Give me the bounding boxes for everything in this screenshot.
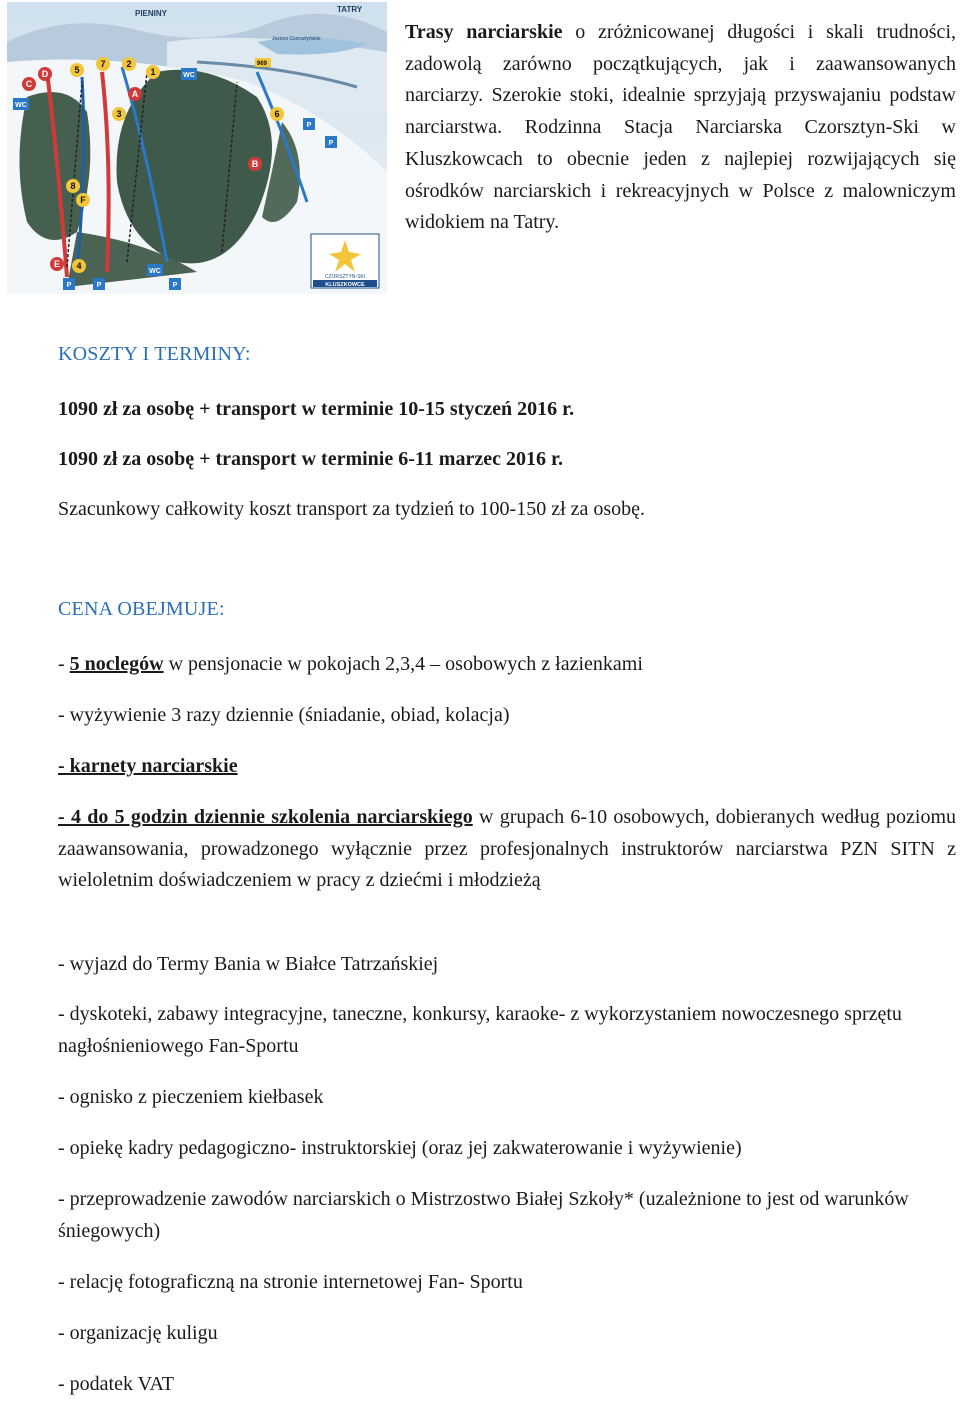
parking-icon: P [328, 140, 334, 147]
wc-icon: WC [15, 102, 27, 109]
map-label-road: 969 [257, 61, 268, 67]
costs-heading: KOSZTY I TERMINY: [58, 343, 251, 365]
included-item-thermal-baths: - wyjazd do Termy Bania w Białce Tatrzańskiej [58, 953, 439, 975]
included-item-supervision: - opiekę kadry pedagogiczno- instruktorskiej (oraz jej zakwaterowanie i wyżywienie) [58, 1137, 742, 1159]
lift-marker: 5 [74, 65, 80, 75]
logo-text-top: CZORSZTYN-SKI [324, 274, 366, 280]
item-dash: - [58, 653, 70, 675]
included-item-ski-passes: - karnety narciarskie [58, 755, 238, 777]
parking-icon: P [96, 282, 102, 289]
item-highlight: - 4 do 5 godzin dziennie szkolenia narciarskiego [58, 806, 473, 828]
included-item-ski-lessons [58, 802, 956, 897]
lift-marker: 3 [116, 109, 122, 119]
included-item-vat: - podatek VAT [58, 1373, 174, 1395]
term-2: 1090 zł za osobę + transport w terminie 6-11 marzec 2016 r. [58, 448, 563, 470]
parking-icon: P [306, 122, 312, 129]
map-label-pieniny: PIENINY [135, 9, 168, 18]
intro-paragraph [405, 17, 956, 239]
included-item-ski-competition: - przeprowadzenie zawodów narciarskich o Mistrzostwo Białej Szkoły* (uzależnione to jest od warunków śniegowych) [58, 1188, 909, 1242]
parking-icon: P [66, 282, 72, 289]
item-text: w pensjonacie w pokojach 2,3,4 – osobowych z łazienkami [163, 653, 643, 675]
wc-icon: WC [183, 72, 195, 79]
parking-icon: P [172, 282, 178, 289]
intro-text: o zróżnicowanej długości i skali trudności, zadowolą zarówno początkujących, jak i zaawansowanych narciarzy. Szerokie stoki, idealnie sprzyjają przyswajaniu podstaw narciarstwa. Rodzinna Stacja Narciarska Czorsztyn-Ski w Kluszkowcach to obecnie jeden z najlepiej rozwijających się ośrodków narciarskich i rekreacyjnych w Polsce z malowniczym widokiem na Tatry. [405, 21, 956, 234]
transport-cost-note: Szacunkowy całkowity koszt transport za tydzień to 100-150 zł za osobę. [58, 498, 646, 520]
item-highlight: 5 noclegów [69, 653, 164, 675]
lift-marker: 8 [70, 181, 76, 191]
lift-marker: 1 [150, 67, 156, 77]
lift-marker: 2 [126, 59, 132, 69]
includes-heading: CENA OBEJMUJE: [58, 598, 225, 620]
intro-lead: Trasy narciarskie [405, 21, 563, 43]
logo-text-bottom: KLUSZKOWCE [325, 282, 365, 288]
lift-marker: E [53, 259, 61, 269]
resort-logo [311, 234, 379, 288]
lift-marker: 4 [76, 261, 82, 271]
map-label-tatry: TATRY [337, 5, 363, 14]
lift-marker: F [80, 195, 86, 205]
lift-marker: A [131, 89, 139, 99]
included-item-accommodation [58, 649, 956, 681]
included-item-discos: - dyskoteki, zabawy integracyjne, taneczne, konkursy, karaoke- z wykorzystaniem nowoczesnego sprzętu nagłośnieniowego Fan-Sportu [58, 1003, 902, 1057]
included-item-meals: - wyżywienie 3 razy dziennie (śniadanie, obiad, kolacja) [58, 704, 510, 726]
included-item-bonfire: - ognisko z pieczeniem kiełbasek [58, 1086, 324, 1108]
wc-icon: WC [149, 268, 161, 275]
lift-marker: C [25, 79, 33, 89]
included-item-sleigh-ride: - organizację kuligu [58, 1322, 218, 1344]
item-text: w grupach 6-10 osobowych, dobieranych według poziomu zaawansowania, prowadzonego wyłącznie przez profesjonalnych instruktorów narciarstwa PZN SITN z wieloletnim doświadczeniem w pracy z dziećmi i młodzieżą [58, 806, 957, 892]
lift-marker: 6 [274, 109, 280, 119]
ski-map-illustration [7, 2, 387, 294]
term-1: 1090 zł za osobę + transport w terminie 10-15 styczeń 2016 r. [58, 398, 575, 420]
lift-marker: 7 [100, 59, 106, 69]
ski-resort-map-image [7, 2, 387, 294]
map-label-lake: Jezioro Czorsztyńskie [272, 36, 321, 42]
lift-marker: D [41, 69, 49, 79]
included-item-photo-report: - relację fotograficzną na stronie internetowej Fan- Sportu [58, 1271, 523, 1293]
lift-marker: B [251, 159, 259, 169]
